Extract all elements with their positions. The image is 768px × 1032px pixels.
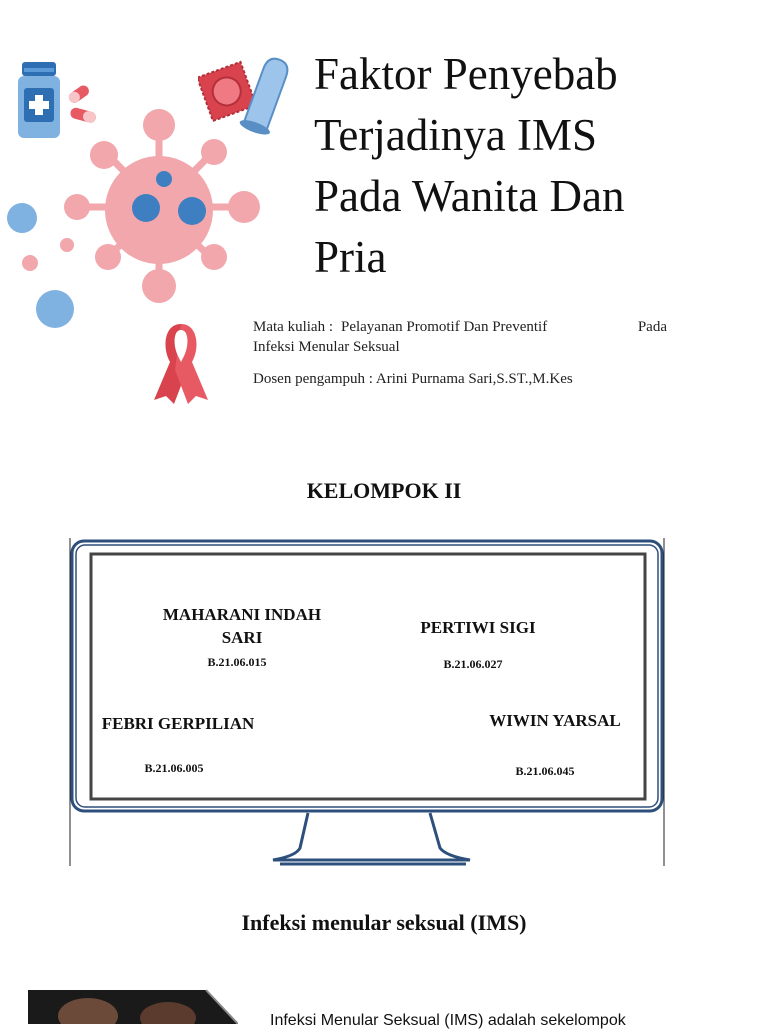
course-name-line2: Infeksi Menular Seksual	[253, 339, 400, 355]
section-title: Infeksi menular seksual (IMS)	[241, 910, 527, 935]
member-id: B.21.06.027	[443, 657, 503, 671]
title-line: Pada Wanita Dan	[314, 171, 625, 221]
awareness-ribbon-icon	[146, 318, 216, 408]
member-id: B.21.06.045	[515, 764, 575, 778]
body-paragraph: Infeksi Menular Seksual (IMS) adalah sekelompok	[270, 1012, 626, 1029]
member-name-cont: SARI	[221, 628, 263, 647]
title-line: Pria	[314, 232, 387, 282]
member-name: WIWIN YARSAL	[489, 711, 621, 730]
photo-image	[28, 984, 238, 1024]
monitor-icon	[68, 538, 668, 868]
member-id: B.21.06.005	[144, 761, 204, 775]
lecturer-name: Arini Purnama Sari,S.ST.,M.Kes	[375, 371, 573, 387]
lecturer-label: Dosen pengampuh :	[253, 371, 373, 387]
group-title: KELOMPOK II	[306, 478, 462, 503]
member-name: PERTIWI SIGI	[420, 618, 536, 637]
virus-icon	[4, 100, 264, 335]
member-card	[388, 616, 568, 672]
member-id: B.21.06.015	[207, 655, 267, 669]
member-card	[142, 603, 342, 670]
course-label: Mata kuliah :	[253, 319, 333, 335]
title-line: Faktor Penyebab	[314, 49, 618, 99]
course-name: Pelayanan Promotif Dan Preventif	[340, 319, 548, 335]
title-line: Terjadinya IMS	[314, 110, 598, 160]
lecturer-info	[253, 369, 667, 389]
member-card	[88, 712, 268, 776]
course-name-cont: Pada	[637, 319, 667, 335]
member-name: FEBRI GERPILIAN	[101, 714, 255, 733]
member-name: MAHARANI INDAH	[162, 605, 322, 624]
course-info	[253, 317, 667, 357]
page-title	[314, 44, 734, 288]
member-card	[470, 709, 640, 779]
